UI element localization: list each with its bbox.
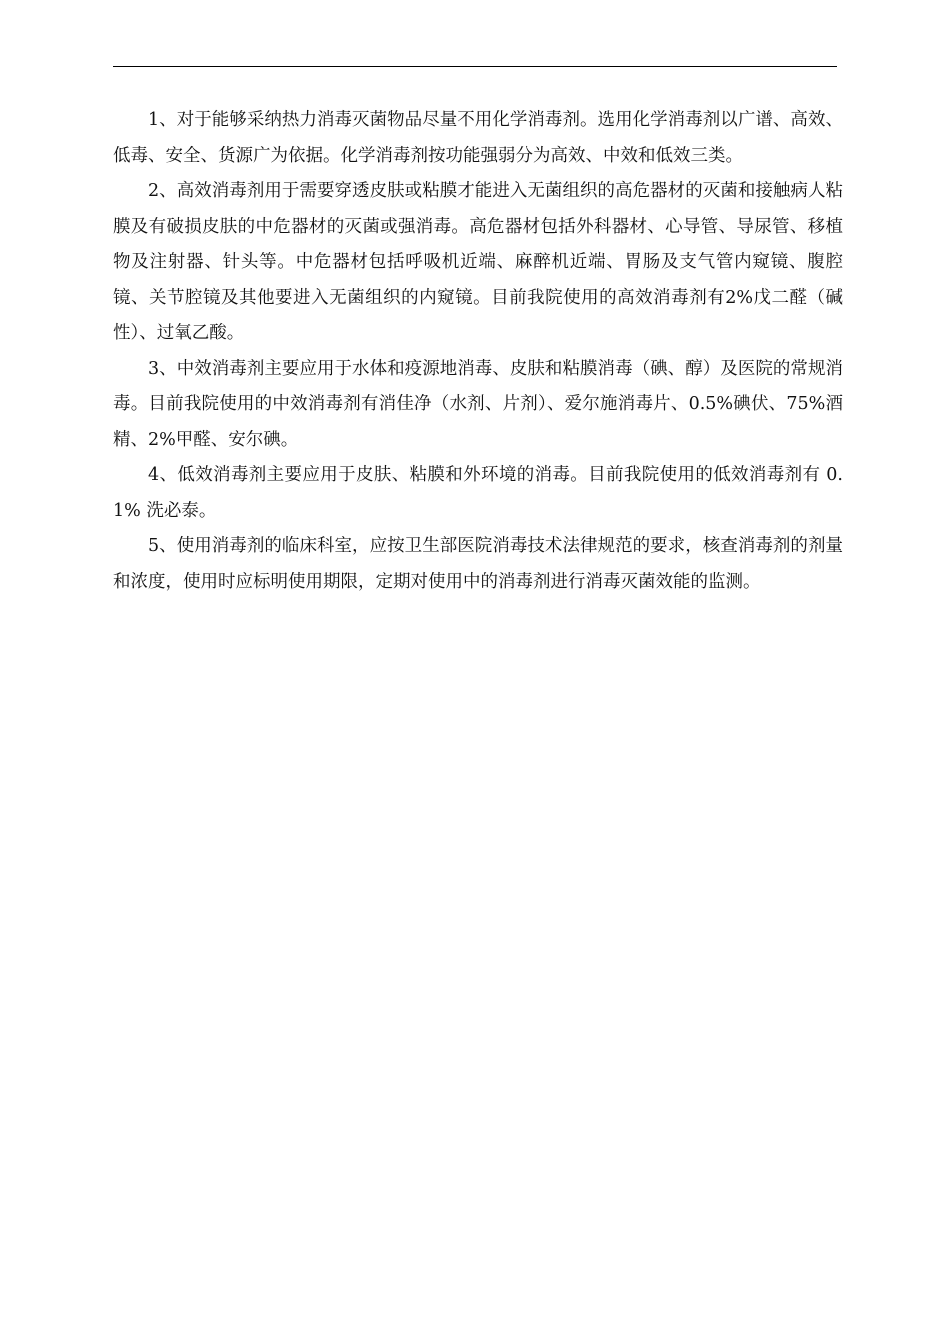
paragraph-1: 1、对于能够采纳热力消毒灭菌物品尽量不用化学消毒剂。选用化学消毒剂以广谱、高效、低毒、安全、货源广为依据。化学消毒剂按功能强弱分为高效、中效和低效三类。 — [113, 110, 843, 166]
paragraph-5: 5、使用消毒剂的临床科室，应按卫生部医院消毒技术法律规范的要求，核查消毒剂的剂量和浓度，使用时应标明使用期限，定期对使用中的消毒剂进行消毒灭菌效能的监测。 — [113, 536, 843, 592]
document-body — [113, 103, 843, 600]
paragraph-3: 3、中效消毒剂主要应用于水体和疫源地消毒、皮肤和粘膜消毒（碘、醇）及医院的常规消毒。目前我院使用的中效消毒剂有消佳净（水剂、片剂）、爱尔施消毒片、0.5%碘伏、75%酒精、2%甲醛、安尔碘。 — [113, 358, 843, 450]
header-rule — [113, 66, 837, 67]
paragraph-2: 2、高效消毒剂用于需要穿透皮肤或粘膜才能进入无菌组织的高危器材的灭菌和接触病人粘膜及有破损皮肤的中危器材的灭菌或强消毒。高危器材包括外科器材、心导管、导尿管、移植物及注射器、针头等。中危器材包括呼吸机近端、麻醉机近端、胃肠及支气管内窥镜、腹腔镜、关节腔镜及其他要进入无菌组织的内窥镜。目前我院使用的高效消毒剂有2%戊二醛（碱性）、过氧乙酸。 — [113, 181, 843, 343]
paragraph-4: 4、低效消毒剂主要应用于皮肤、粘膜和外环境的消毒。目前我院使用的低效消毒剂有 0.1% 洗必泰。 — [113, 465, 843, 521]
